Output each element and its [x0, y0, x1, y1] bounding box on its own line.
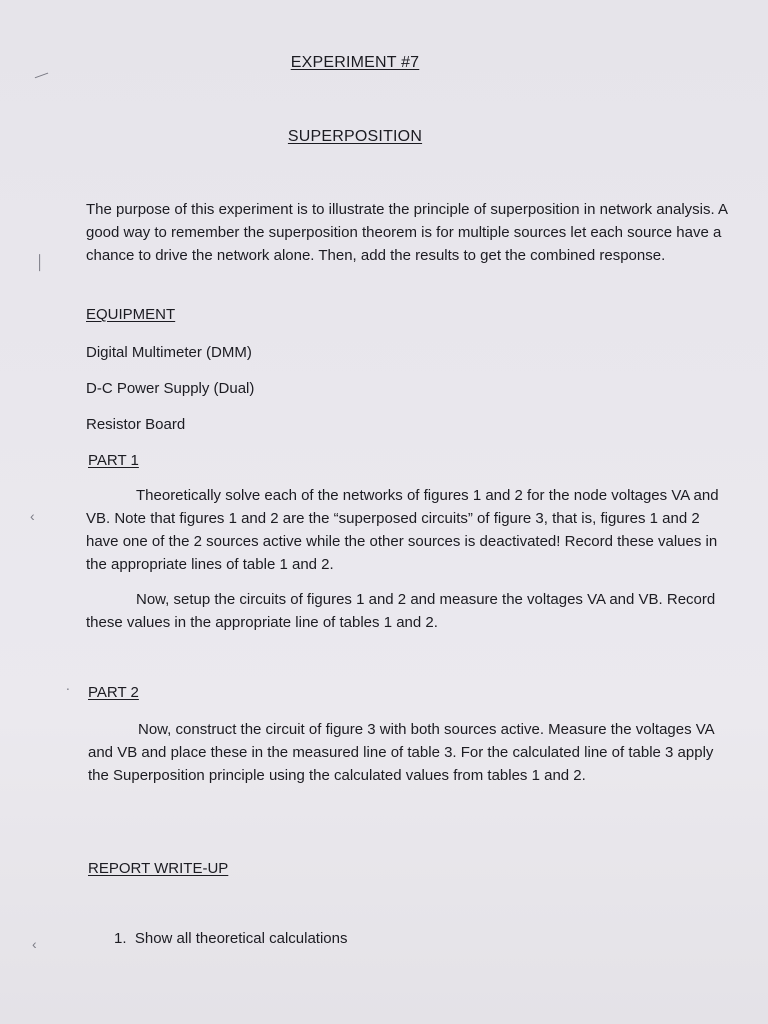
equipment-item: Digital Multimeter (DMM): [86, 344, 252, 361]
report-list-item: [114, 930, 347, 947]
margin-mark: │: [36, 254, 45, 270]
equipment-item: D-C Power Supply (Dual): [86, 380, 255, 397]
part1-heading: PART 1: [88, 452, 139, 469]
equipment-heading: EQUIPMENT: [86, 306, 176, 323]
report-item-number: 1.: [114, 930, 127, 947]
part1-paragraph-1: Theoretically solve each of the networks of figures 1 and 2 for the node voltages VA and VB. Note that figures 1 and 2 are the “superposed circuits” of figure 3, that is, figures 1 and 2 have one of the 2 sources active while the other sources is deactivated! Record these values in the appropriate lines of table 1 and 2.: [86, 487, 719, 573]
margin-mark: ∙: [66, 680, 70, 696]
margin-mark: —: [31, 64, 51, 84]
report-heading: REPORT WRITE-UP: [88, 860, 229, 877]
equipment-item: Resistor Board: [86, 416, 186, 433]
part2-paragraph: Now, construct the circuit of figure 3 with both sources active. Measure the voltages VA and VB and place these in the measured line of table 3. For the calculated line of table 3 apply the Superposition principle using the calculated values from tables 1 and 2.: [88, 721, 714, 784]
margin-mark: ‹: [32, 936, 37, 952]
part1-paragraph-2: Now, setup the circuits of figures 1 and 2 and measure the voltages VA and VB. Record these values in the appropriate line of tables 1 and 2.: [86, 591, 716, 631]
experiment-topic: SUPERPOSITION: [287, 128, 423, 145]
experiment-title: EXPERIMENT #7: [290, 54, 420, 71]
margin-mark: ‹: [30, 508, 35, 524]
part2-heading: PART 2: [88, 684, 139, 701]
intro-paragraph: The purpose of this experiment is to illustrate the principle of superposition in network analysis. A good way to remember the superposition theorem is for multiple sources let each source have a chance to drive the network alone. Then, add the results to get the combined response.: [86, 201, 728, 264]
report-item-text: Show all theoretical calculations: [134, 930, 348, 947]
